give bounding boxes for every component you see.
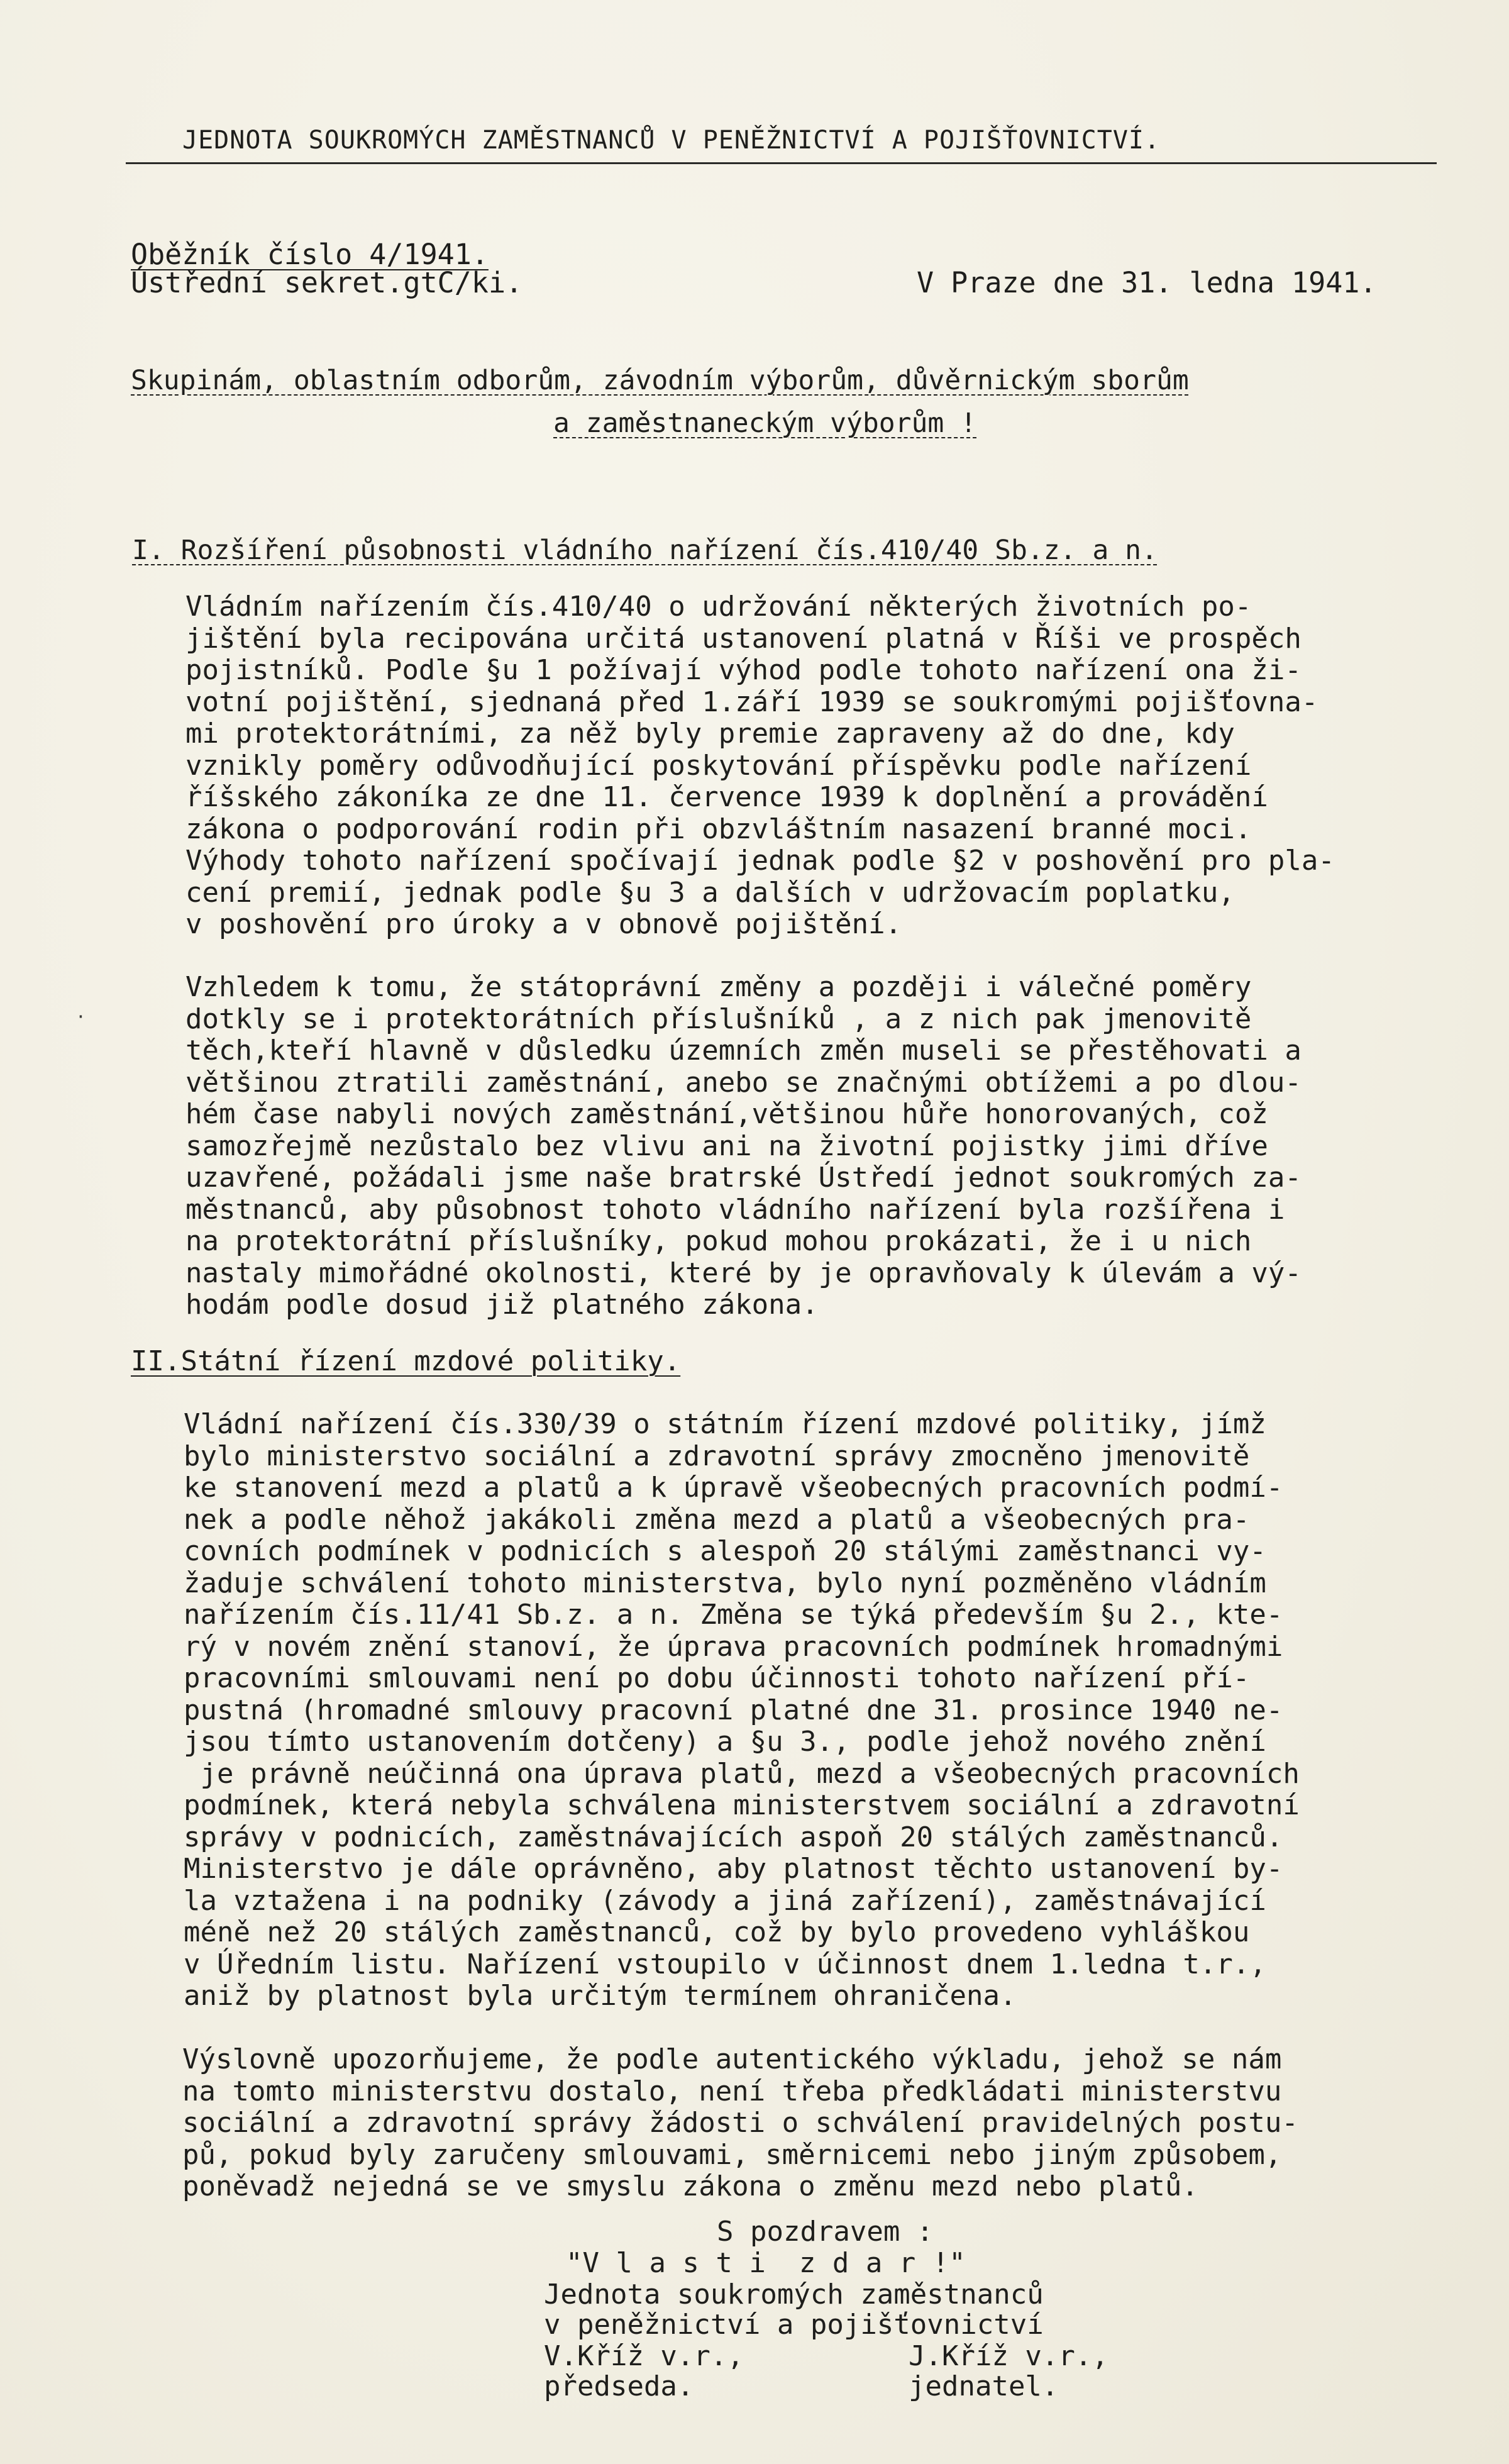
org-line: Jednota soukromých zaměstnanců (544, 2278, 1044, 2311)
text-line: v poshovění pro úroky a v obnově pojištění. (185, 908, 902, 940)
text-line: Výhody tohoto nařízení spočívají jednak podle §2 v poshovění pro pla- (185, 845, 1335, 877)
text-line: Výslovně upozorňujeme, že podle autentického výkladu, jehož se nám (182, 2043, 1282, 2075)
text-line: mi protektorátními, za něž byly premie zapraveny až do dne, kdy (185, 718, 1235, 750)
text-line: Vzhledem k tomu, že státoprávní změny a později i válečné poměry (185, 971, 1252, 1003)
text-line: pracovními smlouvami není po dobu účinnosti tohoto nařízení pří- (184, 1662, 1250, 1694)
text-line: Ministerstvo je dále oprávněno, aby platnost těchto ustanovení by- (184, 1853, 1283, 1885)
section-1-paragraph-2 (185, 972, 1302, 1321)
text-line: méně než 20 stálých zaměstnanců, což by bylo provedeno vyhláškou (184, 1916, 1250, 1948)
text-line: jsou tímto ustanovením dotčeny) a §u 3., podle jehož nového znění (184, 1726, 1266, 1758)
text-line: aniž by platnost byla určitým termínem ohraničena. (184, 1980, 1017, 2012)
text-line: jištění byla recipována určitá ustanovení platná v Říši ve prospěch (185, 622, 1302, 655)
salute: "V l a s t i z d a r !" (566, 2247, 966, 2279)
text-line: říšského zákoníka ze dne 11. července 1939 k doplnění a provádění (185, 781, 1268, 813)
text-line: bylo ministerstvo sociální a zdravotní správy zmocněno jmenovitě (184, 1440, 1250, 1472)
text-line: hém čase nabyli nových zaměstnání,většinou hůře honorovaných, což (185, 1098, 1268, 1130)
circular-reference: Ústřední sekret.gtC/ki. (131, 266, 523, 299)
text-line: těch,kteří hlavně v důsledku územních změn museli se přestěhovati a (185, 1035, 1302, 1067)
text-line: poněvadž nejedná se ve smyslu zákona o změnu mezd nebo platů. (182, 2170, 1198, 2202)
text-line: samozřejmě nezůstalo bez vlivu ani na životní pojistky jimi dříve (185, 1129, 1268, 1162)
text-line: nek a podle něhož jakákoli změna mezd a platů a všeobecných pra- (184, 1503, 1250, 1536)
organization-header: JEDNOTA SOUKROMÝCH ZAMĚSTNANCŮ V PENĚŽNICTVÍ A POJIŠŤOVNICTVÍ. (182, 126, 1161, 155)
signer-name: V.Kříž v.r., (544, 2340, 744, 2372)
text-line: votní pojištění, sjednaná před 1.září 1939 se soukromými pojišťovna- (185, 685, 1318, 718)
text-line: zákona o podporování rodin při obzvláštním nasazení branné moci. (185, 813, 1252, 845)
org-line: v peněžnictví a pojišťovnictví (544, 2309, 1044, 2341)
closing-salute (566, 2248, 966, 2278)
text-line: podmínek, která nebyla schválena ministerstvem sociální a zdravotní (184, 1789, 1300, 1821)
text-line: Vládním nařízením čís.410/40 o udržování některých životních po- (185, 591, 1252, 623)
text-line: ke stanovení mezd a platů a k úpravě všeobecných pracovních podmí- (184, 1472, 1283, 1504)
text-line: pů, pokud byly zaručeny smlouvami, směrnicemi nebo jiným způsobem, (182, 2138, 1282, 2171)
section-1-paragraph-1 (185, 591, 1335, 941)
margin-mark: · (75, 1006, 86, 1027)
text-line: uzavřené, požádali jsme naše bratrské Ústředí jednot soukromých za- (185, 1162, 1302, 1194)
text-line: žaduje schválení tohoto ministerstva, bylo nyní pozměněno vládním (184, 1567, 1266, 1599)
signer-role: jednatel. (909, 2370, 1059, 2402)
section-1-heading: I. Rozšíření působnosti vládního nařízení čís.410/40 Sb.z. a n. (132, 535, 1158, 566)
text-line: na tomto ministerstvu dostalo, není třeba předkládati ministerstvu (182, 2075, 1282, 2107)
text-line: sociální a zdravotní správy žádosti o schválení pravidelných postu- (182, 2107, 1298, 2139)
circular-date: V Praze dne 31. ledna 1941. (917, 266, 1377, 299)
signer-1 (544, 2341, 744, 2402)
signer-2 (909, 2341, 1108, 2402)
text-line: nařízením čís.11/41 Sb.z. a n. Změna se týká především §u 2., kte- (184, 1599, 1283, 1631)
text-line: vznikly poměry odůvodňující poskytování příspěvku podle nařízení (185, 749, 1252, 782)
header-rule (126, 162, 1437, 164)
addressees-line-2: a zaměstnaneckým výborům ! (553, 408, 977, 439)
text-line: nastaly mimořádné okolnosti, které by je opravňovaly k úlevám a vý- (185, 1257, 1302, 1289)
greeting: S pozdravem : (717, 2216, 934, 2248)
text-line: rý v novém znění stanoví, že úprava pracovních podmínek hromadnými (184, 1630, 1283, 1663)
circular-number: Oběžník číslo 4/1941. (131, 238, 489, 271)
text-line: je právně neúčinná ona úprava platů, mezd a všeobecných pracovních (184, 1757, 1300, 1790)
text-line: správy v podnicích, zaměstnávajících aspoň 20 stálých zaměstnanců. (184, 1821, 1283, 1853)
text-line: covních podmínek v podnicích s alespoň 20 stálými zaměstnanci vy- (184, 1535, 1266, 1567)
section-2-paragraph-2 (182, 2044, 1298, 2203)
text-line: pustná (hromadné smlouvy pracovní platné dne 31. prosince 1940 ne- (184, 1694, 1283, 1726)
text-line: na protektorátní příslušníky, pokud mohou prokázati, že i u nich (185, 1225, 1252, 1257)
addressees-line-1: Skupinám, oblastním odborům, závodním výborům, důvěrnickým sborům (131, 365, 1189, 396)
text-line: v Úředním listu. Nařízení vstoupilo v účinnost dnem 1.ledna t.r., (184, 1948, 1266, 1980)
closing-organization (544, 2280, 1044, 2340)
text-line: Vládní nařízení čís.330/39 o státním řízení mzdové politiky, jímž (184, 1408, 1266, 1440)
section-2-paragraph-1 (184, 1409, 1300, 2012)
text-line: cení premií, jednak podle §u 3 a dalších v udržovacím poplatku, (185, 876, 1235, 909)
text-line: městnanců, aby působnost tohoto vládního nařízení byla rozšířena i (185, 1193, 1285, 1226)
text-line: dotkly se i protektorátních příslušníků , a z nich pak jmenovitě (185, 1002, 1252, 1035)
text-line: la vztažena i na podniky (závody a jiná zařízení), zaměstnávající (184, 1884, 1266, 1917)
text-line: pojistníků. Podle §u 1 požívají výhod podle tohoto nařízení ona ži- (185, 654, 1302, 686)
text-line: hodám podle dosud již platného zákona. (185, 1289, 819, 1321)
section-2-heading: II.Státní řízení mzdové politiky. (131, 1345, 681, 1377)
signer-role: předseda. (544, 2370, 694, 2402)
closing-greeting (717, 2217, 933, 2247)
text-line: většinou ztratili zaměstnání, anebo se značnými obtížemi a po dlou- (185, 1066, 1302, 1099)
signer-name: J.Kříž v.r., (909, 2340, 1108, 2372)
